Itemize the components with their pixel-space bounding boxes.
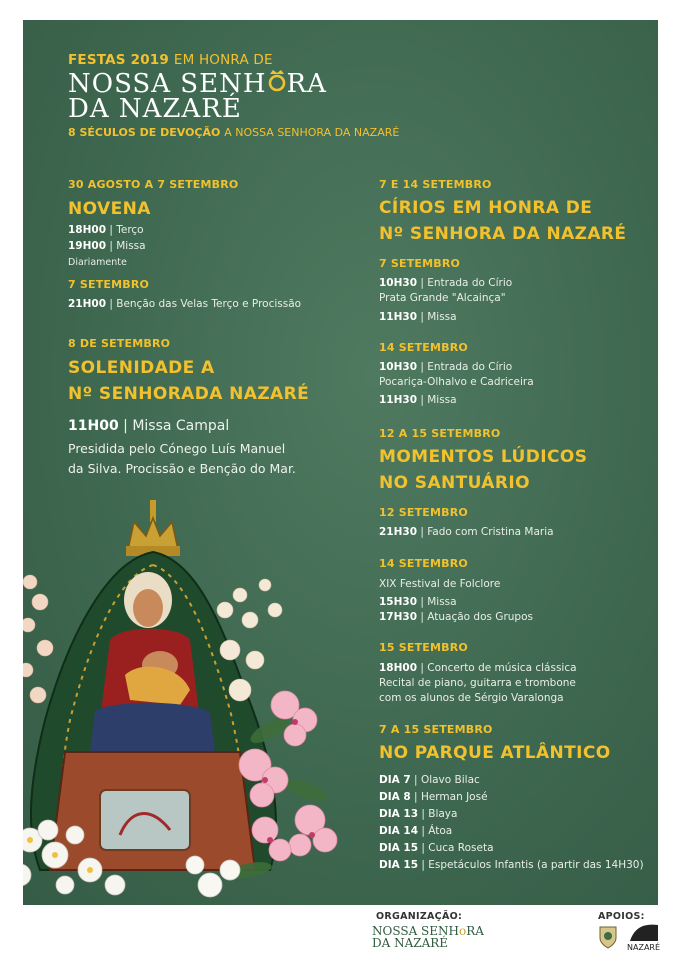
cirios-d2-date: 14 SETEMBRO xyxy=(379,341,468,354)
organization-label: ORGANIZAÇÃO: xyxy=(376,911,463,922)
ludicos-d2-item-2: 17H30 | Atuação dos Grupos xyxy=(379,611,533,623)
cirios-d2-item-2: 11H30 | Missa xyxy=(379,394,457,406)
ludicos-d2-intro: XIX Festival de Folclore xyxy=(379,578,501,590)
ludicos-d1-date: 12 SETEMBRO xyxy=(379,506,468,519)
parque-item-2: DIA 8 | Herman José xyxy=(379,791,488,803)
parque-item-5: DIA 15 | Cuca Roseta xyxy=(379,842,494,854)
festas-rest: EM HONRA DE xyxy=(173,52,273,68)
cirios-title-2: Nº SENHORA DA NAZARÉ xyxy=(379,224,627,244)
main-title-line1: NOSSA SENH RA xyxy=(68,69,327,99)
cirios-d1-item-1: 10H30 | Entrada do Círio xyxy=(379,277,513,289)
cirios-title-1: CÍRIOS EM HONRA DE xyxy=(379,198,593,218)
main-title xyxy=(68,68,327,122)
ludicos-title-2: NO SANTUÁRIO xyxy=(379,473,530,493)
festas-year: FESTAS 2019 xyxy=(68,52,169,68)
municipality-shield-icon xyxy=(598,925,618,949)
ludicos-title-1: MOMENTOS LÚDICOS xyxy=(379,447,588,467)
poster xyxy=(23,20,658,905)
cirios-d2-item-1-cont: Pocariça-Olhalvo e Cadriceira xyxy=(379,376,534,388)
solenidade-line3: da Silva. Procissão e Benção do Mar. xyxy=(68,461,296,476)
crown-o-icon xyxy=(267,68,287,97)
novena-item-2: 19H00 | Missa xyxy=(68,240,146,252)
ludicos-d2-item-1: 15H30 | Missa xyxy=(379,596,457,608)
parque-date: 7 A 15 SETEMBRO xyxy=(379,723,493,736)
parque-item-3: DIA 13 | Blaya xyxy=(379,808,458,820)
footer xyxy=(0,905,678,960)
cirios-d1-item-2: 11H30 | Missa xyxy=(379,311,457,323)
solenidade-date: 8 DE SETEMBRO xyxy=(68,337,171,350)
organization-logo: NOSSA SENHoRA DA NAZARÉ xyxy=(372,924,484,950)
ludicos-d1-item: 21H30 | Fado com Cristina Maria xyxy=(379,526,554,538)
statue-illustration xyxy=(23,490,360,905)
ludicos-d3-item: 18H00 | Concerto de música clássica xyxy=(379,662,577,674)
ludicos-d3-cont1: Recital de piano, guitarra e trombone xyxy=(379,677,576,689)
cirios-d1-item-1-cont: Prata Grande "Alcainça" xyxy=(379,292,506,304)
parque-item-4: DIA 14 | Átoa xyxy=(379,825,453,837)
novena-sub-date: 7 SETEMBRO xyxy=(68,278,150,291)
cirios-d1-date: 7 SETEMBRO xyxy=(379,257,461,270)
parque-title: NO PARQUE ATLÂNTICO xyxy=(379,743,611,763)
parque-item-1: DIA 7 | Olavo Bilac xyxy=(379,774,480,786)
novena-item-1: 18H00 | Terço xyxy=(68,224,144,236)
cirios-date: 7 E 14 SETEMBRO xyxy=(379,178,492,191)
novena-title: NOVENA xyxy=(68,199,151,219)
festas-heading xyxy=(68,52,273,68)
subtitle: 8 SÉCULOS DE DEVOÇÃO A NOSSA SENHORA DA NAZARÉ xyxy=(68,126,400,139)
ludicos-d3-date: 15 SETEMBRO xyxy=(379,641,468,654)
solenidade-title-1: SOLENIDADE A xyxy=(68,358,215,378)
crown-icon xyxy=(126,500,180,556)
support-label: APOIOS: xyxy=(598,911,645,922)
solenidade-title-2: Nº SENHORADA NAZARÉ xyxy=(68,384,310,404)
parque-item-6: DIA 15 | Espetáculos Infantis (a partir das 14H30) xyxy=(379,859,644,871)
solenidade-line2: Presidida pelo Cónego Luís Manuel xyxy=(68,441,286,456)
nazare-logo-icon xyxy=(628,921,660,943)
nazare-logo-text: NAZARÉ xyxy=(627,943,661,952)
ludicos-d3-cont2: com os alunos de Sérgio Varalonga xyxy=(379,692,564,704)
novena-sub-item: 21H00 | Benção das Velas Terço e Procissão xyxy=(68,298,302,310)
solenidade-main: 11H00 | Missa Campal xyxy=(68,418,230,434)
novena-date: 30 AGOSTO A 7 SETEMBRO xyxy=(68,178,239,191)
ludicos-date: 12 A 15 SETEMBRO xyxy=(379,427,501,440)
ludicos-d2-date: 14 SETEMBRO xyxy=(379,557,468,570)
main-title-line2: DA NAZARÉ xyxy=(68,94,242,124)
cirios-d2-item-1: 10H30 | Entrada do Círio xyxy=(379,361,513,373)
novena-note: Diariamente xyxy=(68,257,127,268)
